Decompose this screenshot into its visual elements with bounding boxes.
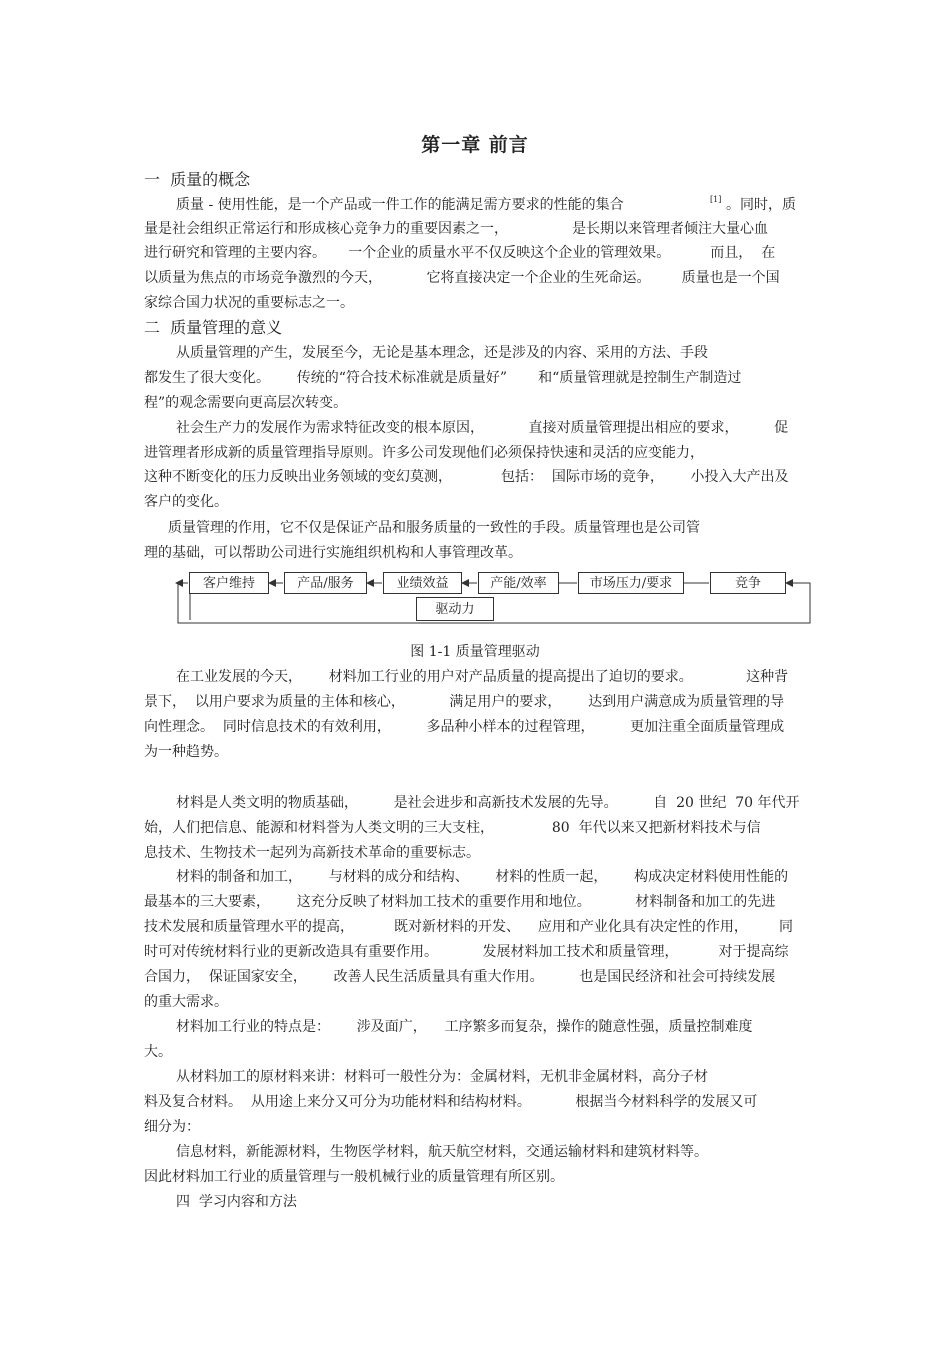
paragraph-line: 信息材料，新能源材料，生物医学材料，航天航空材料，交通运输材料和建筑材料等。 <box>176 1144 708 1160</box>
paragraph-line: 为一种趋势。 <box>144 744 228 760</box>
paragraph-line: 时可对传统材料行业的更新改造具有重要作用。 发展材料加工技术和质量管理， 对于提高综 <box>144 944 789 960</box>
paragraph-line: 理的基础，可以帮助公司进行实施组织机构和人事管理改革。 <box>144 545 522 561</box>
paragraph-line: 质量 - 使用性能，是一个产品或一件工作的能满足需方要求的性能的集合 <box>176 197 624 213</box>
diagram-box-driving-force: 驱动力 <box>416 597 494 621</box>
paragraph-line: 合国力， 保证国家安全， 改善人民生活质量具有重大作用。 也是国民经济和社会可持续发展 <box>144 969 776 985</box>
paragraph-line: 这种不断变化的压力反映出业务领域的变幻莫测， 包括： 国际市场的竞争， 小投入大产出及 <box>144 469 789 485</box>
paragraph-line: 息技术、生物技术一起列为高新技术革命的重要标志。 <box>144 845 480 861</box>
paragraph-line: 家综合国力状况的重要标志之一。 <box>144 295 354 311</box>
paragraph-line: 是长期以来管理者倾注大量心血 <box>572 221 768 237</box>
paragraph-line: 料及复合材料。 从用途上来分又可分为功能材料和结构材料。 根据当今材料科学的发展又可 <box>144 1094 758 1110</box>
chapter-title: 第一章 前言 <box>421 134 529 156</box>
paragraph-line: 。同时，质 <box>726 197 796 213</box>
paragraph-line: 景下， 以用户要求为质量的主体和核心， 满足用户的要求， 达到用户满意成为质量管理的导 <box>144 694 785 710</box>
paragraph-line: 细分为： <box>144 1119 200 1135</box>
paragraph-line: 质量管理的作用，它不仅是保证产品和服务质量的一致性的手段。质量管理也是公司管 <box>168 520 700 536</box>
paragraph-line: 从材料加工的原材料来讲：材料可一般性分为：金属材料，无机非金属材料，高分子材 <box>176 1069 708 1085</box>
paragraph-line: 技术发展和质量管理水平的提高， 既对新材料的开发、 应用和产业化具有决定性的作用， 同 <box>144 919 794 935</box>
paragraph-line: 进管理者形成新的质量管理指导原则。许多公司发现他们必须保持快速和灵活的应变能力， <box>144 445 704 461</box>
paragraph-line: 以质量为焦点的市场竞争激烈的今天， 它将直接决定一个企业的生死命运。 质量也是一个国 <box>144 270 780 286</box>
paragraph-line: 的重大需求。 <box>144 994 228 1010</box>
diagram-box-market-pressure: 市场压力/要求 <box>578 572 684 594</box>
section-heading-quality-management-significance: 二 质量管理的意义 <box>144 318 283 337</box>
paragraph-line: 始，人们把信息、能源和材料誉为人类文明的三大支柱， 80 年代以来又把新材料技术与信 <box>144 820 761 836</box>
paragraph-line: 都发生了很大变化。 传统的“符合技术标准就是质量好” 和“质量管理就是控制生产制造过 <box>144 370 742 386</box>
footnote-ref: [1] <box>710 195 722 204</box>
paragraph-line: 量是社会组织正常运行和形成核心竞争力的重要因素之一， <box>144 221 508 237</box>
paragraph-line: 材料加工行业的特点是： 涉及面广， 工序繁多而复杂，操作的随意性强，质量控制难度 <box>176 1019 753 1035</box>
paragraph-line: 客户的变化。 <box>144 494 228 510</box>
paragraph-line: 大。 <box>144 1044 172 1060</box>
diagram-box-product-service: 产品/服务 <box>284 572 367 594</box>
section-heading-study-content: 四 学习内容和方法 <box>176 1194 297 1210</box>
paragraph-line: 从质量管理的产生，发展至今，无论是基本理念，还是涉及的内容、采用的方法、手段 <box>176 345 708 361</box>
paragraph-line: 程”的观念需要向更高层次转变。 <box>144 395 348 411</box>
section-heading-quality-concept: 一 质量的概念 <box>144 170 251 189</box>
diagram-box-competition: 竞争 <box>710 572 786 594</box>
paragraph-line: 最基本的三大要素， 这充分反映了材料加工技术的重要作用和地位。 材料制备和加工的先进 <box>144 894 776 910</box>
paragraph-line: 因此材料加工行业的质量管理与一般机械行业的质量管理有所区别。 <box>144 1169 564 1185</box>
paragraph-line: 在工业发展的今天， 材料加工行业的用户对产品质量的提高提出了迫切的要求。 这种背 <box>176 669 789 685</box>
paragraph-line: 向性理念。 同时信息技术的有效利用， 多品种小样本的过程管理， 更加注重全面质量管理成 <box>144 719 785 735</box>
paragraph-line: 社会生产力的发展作为需求特征改变的根本原因， 直接对质量管理提出相应的要求， 促 <box>176 420 789 436</box>
diagram-box-customer-retention: 客户维持 <box>189 572 269 594</box>
paragraph-line: 材料的制备和加工， 与材料的成分和结构、 材料的性质一起， 构成决定材料使用性能的 <box>176 869 789 885</box>
diagram-box-capacity-efficiency: 产能/效率 <box>478 572 559 594</box>
paragraph-line: 材料是人类文明的物质基础， 是社会进步和高新技术发展的先导。 自 20 世纪 70 年代开 <box>176 795 800 811</box>
diagram-box-performance: 业绩效益 <box>383 572 462 594</box>
quality-drive-diagram <box>0 0 950 640</box>
paragraph-line: 进行研究和管理的主要内容。 一个企业的质量水平不仅反映这个企业的管理效果。 而且， 在 <box>144 245 776 261</box>
figure-caption: 图 1-1 质量管理驱动 <box>410 644 540 660</box>
